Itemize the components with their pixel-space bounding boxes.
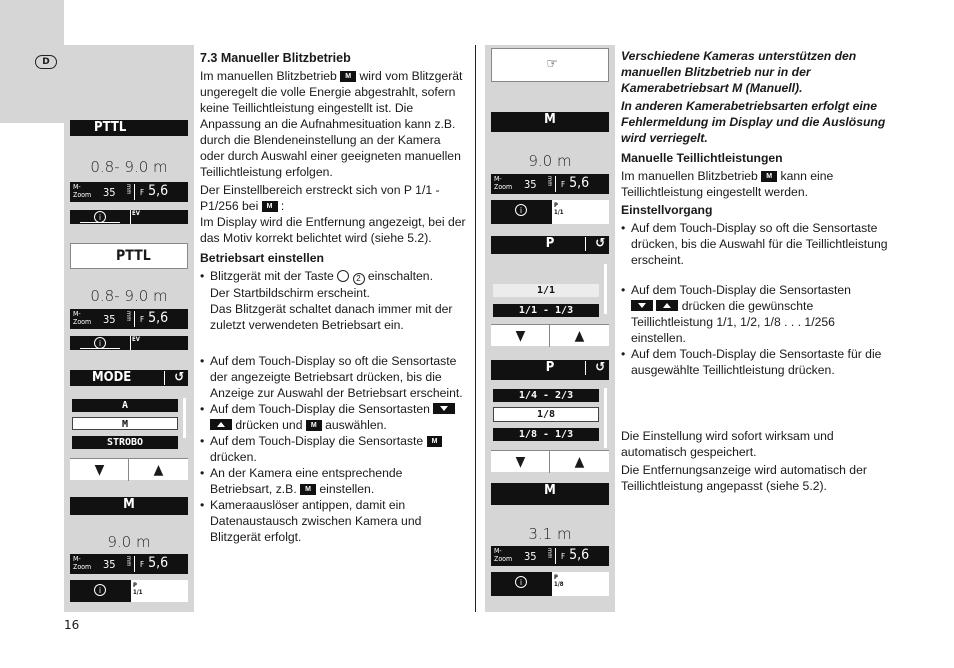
mzoom-label: M- Zoom xyxy=(73,310,92,326)
hand-pointer-icon: ☞ xyxy=(546,56,558,72)
zoom-value: 35 xyxy=(103,313,116,326)
aperture-value: F 5,6 xyxy=(561,547,590,563)
power-icon xyxy=(337,270,349,282)
page-number: 16 xyxy=(64,618,80,632)
mode-option-a[interactable]: A xyxy=(72,399,178,412)
list-item: • Auf dem Touch-Display die Sensortaste für die ausgewählte Teillichtleistung drücken. xyxy=(621,346,893,378)
paragraph: Die Einstellung wird sofort wirksam und automatisch gespeichert. xyxy=(621,429,834,459)
info-row xyxy=(70,336,188,350)
up-key-icon xyxy=(656,300,678,311)
mode-label: M xyxy=(544,483,556,498)
mode-label: M xyxy=(544,112,556,127)
screen-pttl-1 xyxy=(70,120,188,232)
zoom-aperture-box xyxy=(491,174,609,194)
list-item: • Auf dem Touch-Display die Sensortasten drücken die gewünschte Teillichtleistung 1/1, 1/2, 1/8 . . . 1/256 einstellen. xyxy=(621,282,893,346)
paragraph: Im manuellen Blitzbetrieb M kann eine Teillichtleistung eingestellt werden. xyxy=(621,169,834,199)
mode-option-m[interactable]: M xyxy=(72,417,178,430)
text-column-1 xyxy=(200,50,468,545)
zoom-aperture-box xyxy=(70,182,188,202)
power-box: P 1/1 xyxy=(552,200,609,224)
aperture-value: F 5,6 xyxy=(140,183,169,199)
info-icon: i xyxy=(94,337,106,349)
distance-range: 0.8- 9.0 m xyxy=(90,158,168,176)
circled-2-icon: 2 xyxy=(353,273,365,285)
column-divider xyxy=(475,45,476,612)
screen-p-list-2 xyxy=(491,360,609,472)
mm-unit: mm xyxy=(125,311,132,322)
mzoom-label: M- Zoom xyxy=(494,175,513,191)
info-icon: i xyxy=(515,576,527,588)
arrow-buttons xyxy=(491,324,609,346)
list-item: • Auf dem Touch-Display so oft die Sensortaste der angezeigte Betriebsart drücken, bis die Anzeige zur Auswahl der Betriebsart erscheint. xyxy=(200,353,468,401)
screen-header xyxy=(491,360,609,380)
aperture-value: F 5,6 xyxy=(140,310,169,326)
distance-value: 3.1 m xyxy=(528,525,572,543)
screen-header xyxy=(491,112,609,132)
mzoom-label: M- Zoom xyxy=(73,555,92,571)
zoom-aperture-box xyxy=(70,554,188,574)
scrollbar[interactable] xyxy=(183,398,186,438)
screen-m-2 xyxy=(491,112,609,224)
list-item: • Auf dem Touch-Display so oft die Sensortaste drücken, bis die Auswahl für die Teillichtleistung erscheint. xyxy=(621,220,893,268)
power-option-selected[interactable]: 1/8 xyxy=(493,407,599,422)
list-item: • Auf dem Touch-Display die Sensortasten drücken und M auswählen. xyxy=(200,401,468,433)
distance-range: 0.8- 9.0 m xyxy=(90,287,168,305)
screen-header xyxy=(491,483,609,505)
mode-label: P xyxy=(545,360,555,375)
screen-mode-select xyxy=(70,370,188,482)
power-option[interactable]: 1/4 - 2/3 xyxy=(493,389,599,402)
info-row xyxy=(491,572,609,596)
screen-header xyxy=(70,497,188,515)
subheading: Manuelle Teillichtleistungen xyxy=(621,151,783,165)
mm-unit: mm xyxy=(125,556,132,567)
subheading: Betriebsart einstellen xyxy=(200,251,324,265)
arrow-buttons xyxy=(70,458,188,480)
down-button[interactable]: ▼ xyxy=(94,462,105,478)
note-text: In anderen Kamerabetriebsarten erfolgt eine Fehlermeldung im Display und die Auslösung wird verriegelt. xyxy=(621,99,886,145)
m-symbol-icon: M xyxy=(340,71,356,82)
screen-m-1 xyxy=(70,491,188,607)
mode-option-strobo[interactable]: STROBO xyxy=(72,436,178,449)
info-icon: i xyxy=(515,204,527,216)
distance-value: 9.0 m xyxy=(528,152,572,170)
distance-value: 9.0 m xyxy=(107,533,151,551)
up-button[interactable]: ▲ xyxy=(574,454,585,470)
screen-header: PTTL xyxy=(70,243,188,269)
power-option[interactable]: 1/8 - 1/3 xyxy=(493,428,599,441)
text-column-2 xyxy=(621,48,893,496)
zoom-value: 35 xyxy=(524,550,537,563)
steps-list xyxy=(621,220,893,378)
zoom-value: 35 xyxy=(524,178,537,191)
scrollbar[interactable] xyxy=(604,264,607,314)
power-option[interactable]: 1/1 - 1/3 xyxy=(493,304,599,317)
info-row xyxy=(70,210,188,224)
list-item: • Blitzgerät mit der Taste 2 einschalten. Der Startbildschirm erscheint. Das Blitzgerät schaltet danach immer mit der zuletzt verwendeten Betriebsart ein. xyxy=(200,268,468,333)
arrow-buttons xyxy=(491,450,609,472)
m-symbol-icon: M xyxy=(262,201,278,212)
language-badge: D xyxy=(35,55,57,69)
mm-unit: mm xyxy=(546,548,553,559)
m-symbol-icon: M xyxy=(300,484,316,495)
steps-list xyxy=(200,268,468,545)
list-item: • Kameraauslöser antippen, damit ein Datenaustausch zwischen Kamera und Blitzgerät erfolgt. xyxy=(200,497,468,545)
m-symbol-icon: M xyxy=(427,436,443,447)
mzoom-label: M- Zoom xyxy=(494,547,513,563)
m-symbol-icon: M xyxy=(761,171,777,182)
mm-unit: mm xyxy=(125,184,132,195)
screen-header xyxy=(70,370,188,386)
info-row xyxy=(70,580,188,602)
screen-header xyxy=(70,120,188,136)
up-button[interactable]: ▲ xyxy=(574,328,585,344)
list-item: • An der Kamera eine entsprechende Betriebsart, z.B. M einstellen. xyxy=(200,465,468,497)
mode-label: PTTL xyxy=(94,120,127,135)
m-symbol-icon: M xyxy=(306,420,322,431)
mode-label: P xyxy=(545,236,555,251)
info-icon: i xyxy=(94,584,106,596)
back-icon[interactable]: ↺ xyxy=(585,361,605,375)
scrollbar[interactable] xyxy=(604,388,607,448)
mode-label: M xyxy=(123,497,135,512)
back-icon[interactable]: ↺ xyxy=(585,237,605,251)
ev-label: EV xyxy=(132,210,140,217)
intro-paragraph: Im manuellen Blitzbetrieb M wird vom Blitzgerät ungeregelt die volle Energie abgestrahlt, sofern keine Teillichtleistung eingestellt ist. Die Anpassung an die Aufnahmesituation kann z.B. durch die Blendeneinstellung an der Kamera oder durch Auswahl einer geeigneten manuellen Teillichtleistung erfolgen. xyxy=(200,69,463,179)
power-box: P 1/1 xyxy=(131,580,188,602)
zoom-aperture-box xyxy=(491,546,609,566)
up-key-icon xyxy=(210,419,232,430)
back-icon[interactable]: ↺ xyxy=(164,371,184,385)
range-paragraph: Der Einstellbereich erstreckt sich von P 1/1 - P1/256 bei M : Im Display wird die Entfernung angezeigt, bei der das Motiv korrekt belichtet wird (siehe 5.2). xyxy=(200,183,466,245)
info-row xyxy=(491,200,609,224)
screen-header xyxy=(491,236,609,254)
power-box: P 1/8 xyxy=(552,572,609,596)
screen-m-3 xyxy=(491,483,609,599)
note-box xyxy=(491,48,609,82)
power-option[interactable]: 1/1 xyxy=(493,284,599,297)
down-button[interactable]: ▼ xyxy=(515,454,526,470)
mode-label: MODE xyxy=(92,370,132,385)
down-button[interactable]: ▼ xyxy=(515,328,526,344)
down-key-icon xyxy=(433,403,455,414)
screen-pttl-2 xyxy=(70,243,188,358)
aperture-value: F 5,6 xyxy=(561,175,590,191)
zoom-value: 35 xyxy=(103,186,116,199)
info-icon: i xyxy=(94,211,106,223)
subheading: Einstellvorgang xyxy=(621,203,713,217)
note-text: Verschiedene Kameras unterstützen den manuellen Blitzbetrieb nur in der Kamerabetriebsart M (Manuell). xyxy=(621,49,857,95)
aperture-value: F 5,6 xyxy=(140,555,169,571)
up-button[interactable]: ▲ xyxy=(153,462,164,478)
zoom-aperture-box xyxy=(70,309,188,329)
mm-unit: mm xyxy=(546,176,553,187)
list-item: • Auf dem Touch-Display die Sensortaste M drücken. xyxy=(200,433,468,465)
ev-label: EV xyxy=(132,336,140,343)
mzoom-label: M- Zoom xyxy=(73,183,92,199)
zoom-value: 35 xyxy=(103,558,116,571)
down-key-icon xyxy=(631,300,653,311)
paragraph: Die Entfernungsanzeige wird automatisch der Teillichtleistung angepasst (siehe 5.2). xyxy=(621,463,867,493)
section-title: 7.3 Manueller Blitzbetrieb xyxy=(200,51,351,65)
screen-p-list-1 xyxy=(491,236,609,348)
